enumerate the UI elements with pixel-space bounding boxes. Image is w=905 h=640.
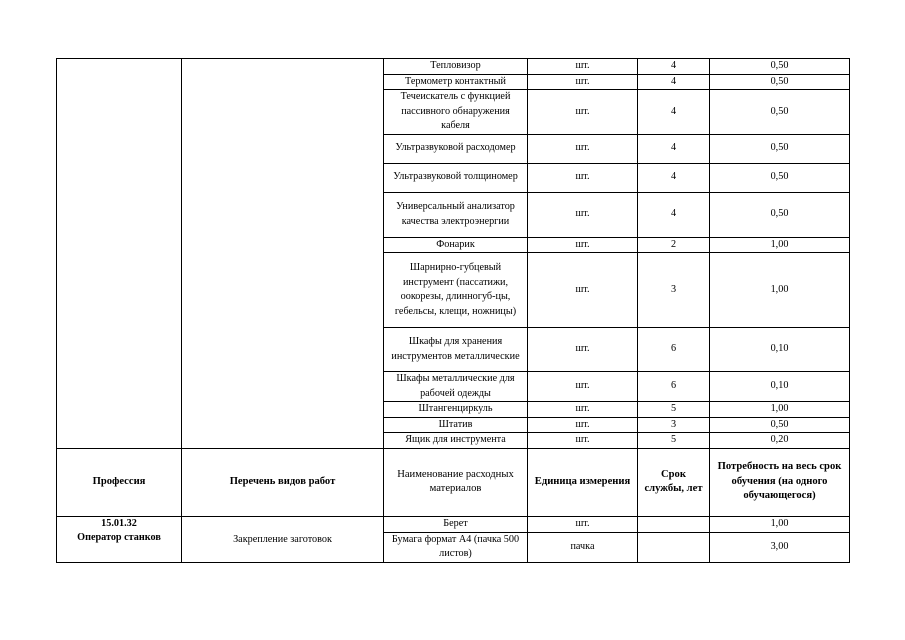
item-name: Термометр контактный bbox=[384, 74, 528, 90]
item-unit: шт. bbox=[528, 90, 638, 135]
item-name: Фонарик bbox=[384, 237, 528, 253]
item-name: Шкафы для хранения инструментов металлические bbox=[384, 328, 528, 372]
item-service bbox=[638, 532, 710, 562]
item-unit: шт. bbox=[528, 433, 638, 449]
item-service: 6 bbox=[638, 372, 710, 402]
item-name: Берет bbox=[384, 516, 528, 532]
item-service: 4 bbox=[638, 74, 710, 90]
item-name: Штатив bbox=[384, 417, 528, 433]
item-need: 3,00 bbox=[710, 532, 850, 562]
item-unit: шт. bbox=[528, 192, 638, 237]
header-need: Потребность на весь срок обучения (на одного обучающегося) bbox=[710, 448, 850, 516]
item-unit: шт. bbox=[528, 516, 638, 532]
item-name: Универсальный анализатор качества электроэнергии bbox=[384, 192, 528, 237]
table-row bbox=[57, 59, 850, 75]
item-unit: шт. bbox=[528, 372, 638, 402]
item-service: 3 bbox=[638, 417, 710, 433]
item-service: 4 bbox=[638, 192, 710, 237]
item-unit: шт. bbox=[528, 237, 638, 253]
item-need: 0,50 bbox=[710, 134, 850, 163]
header-unit: Единица измерения bbox=[528, 448, 638, 516]
item-need: 1,00 bbox=[710, 237, 850, 253]
header-service: Срок службы, лет bbox=[638, 448, 710, 516]
item-need: 0,50 bbox=[710, 417, 850, 433]
item-name: Шарнирно-губцевый инструмент (пассатижи, оокорезы, длинногуб-цы, гебельсы, клещи, ножницы) bbox=[384, 253, 528, 328]
works-cell-empty bbox=[182, 59, 384, 449]
profession-code: 15.01.32 bbox=[101, 517, 137, 529]
item-unit: пачка bbox=[528, 532, 638, 562]
item-service: 3 bbox=[638, 253, 710, 328]
item-unit: шт. bbox=[528, 74, 638, 90]
item-need: 0,10 bbox=[710, 372, 850, 402]
profession-cell bbox=[57, 516, 182, 562]
item-service: 5 bbox=[638, 402, 710, 418]
item-service: 4 bbox=[638, 134, 710, 163]
item-need: 1,00 bbox=[710, 516, 850, 532]
item-service: 4 bbox=[638, 90, 710, 135]
item-need: 0,50 bbox=[710, 163, 850, 192]
item-need: 0,10 bbox=[710, 328, 850, 372]
item-need: 0,50 bbox=[710, 59, 850, 75]
item-unit: шт. bbox=[528, 402, 638, 418]
item-unit: шт. bbox=[528, 134, 638, 163]
table-row bbox=[57, 516, 850, 532]
work-cell: Закрепление заготовок bbox=[182, 516, 384, 562]
item-need: 1,00 bbox=[710, 253, 850, 328]
item-name: Тепловизор bbox=[384, 59, 528, 75]
item-need: 1,00 bbox=[710, 402, 850, 418]
item-need: 0,50 bbox=[710, 74, 850, 90]
profession-title: Оператор станков bbox=[77, 532, 161, 543]
header-profession: Профессия bbox=[57, 448, 182, 516]
item-name: Штангенциркуль bbox=[384, 402, 528, 418]
item-need: 0,50 bbox=[710, 192, 850, 237]
item-unit: шт. bbox=[528, 163, 638, 192]
equipment-table bbox=[56, 58, 850, 563]
item-name: Бумага формат А4 (пачка 500 листов) bbox=[384, 532, 528, 562]
item-need: 0,20 bbox=[710, 433, 850, 449]
item-name: Ультразвуковой толщиномер bbox=[384, 163, 528, 192]
table-header-row bbox=[57, 448, 850, 516]
item-service: 6 bbox=[638, 328, 710, 372]
item-service: 4 bbox=[638, 163, 710, 192]
item-name: Шкафы металлические для рабочей одежды bbox=[384, 372, 528, 402]
header-materials: Наименование расходных материалов bbox=[384, 448, 528, 516]
item-service bbox=[638, 516, 710, 532]
item-service: 4 bbox=[638, 59, 710, 75]
header-works: Перечень видов работ bbox=[182, 448, 384, 516]
item-service: 5 bbox=[638, 433, 710, 449]
item-unit: шт. bbox=[528, 253, 638, 328]
item-unit: шт. bbox=[528, 328, 638, 372]
item-name: Ультразвуковой расходомер bbox=[384, 134, 528, 163]
item-service: 2 bbox=[638, 237, 710, 253]
profession-cell-empty bbox=[57, 59, 182, 449]
item-unit: шт. bbox=[528, 59, 638, 75]
item-unit: шт. bbox=[528, 417, 638, 433]
item-name: Ящик для инструмента bbox=[384, 433, 528, 449]
item-name: Течеискатель с функцией пассивного обнаружения кабеля bbox=[384, 90, 528, 135]
item-need: 0,50 bbox=[710, 90, 850, 135]
